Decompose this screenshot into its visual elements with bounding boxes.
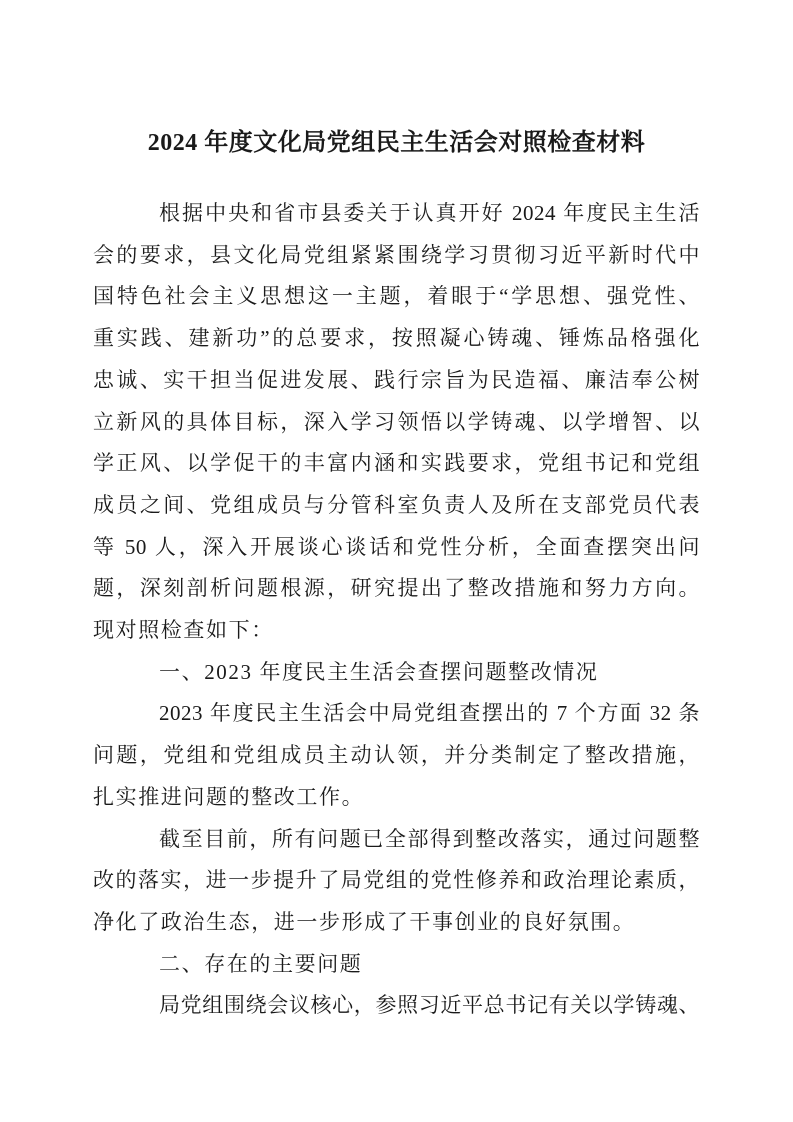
paragraph-line: 净化了政治生态，进一步形成了干事创业的良好氛围。	[93, 909, 636, 934]
paragraph-line: 2023 年度民主生活会中局党组查摆出的 7 个方面 32 条	[159, 701, 700, 726]
paragraph-line: 根据中央和省市县委关于认真开好 2024 年度民主生活	[159, 201, 700, 225]
paragraph-line: 题，深刻剖析问题根源，研究提出了整改措施和努力方向。	[93, 576, 700, 601]
section-heading: 一、2023 年度民主生活会查摆问题整改情况	[159, 659, 599, 684]
document-body	[93, 193, 700, 1027]
paragraph-line: 立新风的具体目标，深入学习领悟以学铸魂、以学增智、以	[93, 409, 700, 434]
paragraph-line: 成员之间、党组成员与分管科室负责人及所在支部党员代表	[93, 492, 700, 517]
paragraph-line: 改的落实，进一步提升了局党组的党性修养和政治理论素质，	[93, 868, 700, 893]
paragraph-line: 重实践、建新功”的总要求，按照凝心铸魂、锤炼品格强化	[93, 326, 700, 351]
section-heading: 二、存在的主要问题	[159, 951, 363, 976]
paragraph-line: 局党组围绕会议核心，参照习近平总书记有关以学铸魂、	[159, 993, 700, 1018]
paragraph-line: 问题，党组和党组成员主动认领，并分类制定了整改措施，	[93, 743, 700, 768]
paragraph-line: 截至目前，所有问题已全部得到整改落实，通过问题整	[159, 826, 700, 851]
paragraph-line: 等 50 人，深入开展谈心谈话和党性分析，全面查摆突出问	[93, 534, 700, 559]
paragraph-line: 扎实推进问题的整改工作。	[93, 784, 365, 809]
paragraph-line: 忠诚、实干担当促进发展、践行宗旨为民造福、廉洁奉公树	[93, 367, 700, 392]
paragraph-line: 会的要求，县文化局党组紧紧围绕学习贯彻习近平新时代中	[93, 242, 700, 267]
document-title: 2024 年度文化局党组民主生活会对照检查材料	[147, 130, 646, 156]
paragraph-line: 学正风、以学促干的丰富内涵和实践要求，党组书记和党组	[93, 451, 700, 476]
paragraph-line: 现对照检查如下：	[93, 618, 274, 643]
paragraph-line: 国特色社会主义思想这一主题，着眼于“学思想、强党性、	[93, 284, 700, 309]
